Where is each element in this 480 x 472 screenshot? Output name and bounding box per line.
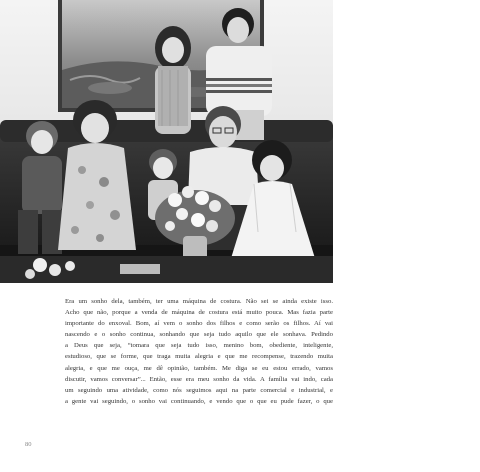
page-number: 80 bbox=[25, 441, 32, 448]
body-line-4: nascendo e o sonho continua, sonhando que seja tudo aquilo que ele sonhava. Pedindo bbox=[65, 331, 333, 339]
body-text bbox=[65, 296, 333, 407]
body-line-1: Era um sonho dela, também, ter uma máquina de costura. Não sei se ainda existe isso. bbox=[65, 298, 333, 305]
body-line-7: alegria, e que me ouça, me dê opinião, também. Me diga se eu estou errado, vamos bbox=[65, 364, 333, 372]
body-line-2: Acho que não, porque a venda de máquina de costura está muito pouca. Mas fazia parte bbox=[65, 309, 333, 317]
family-photo bbox=[0, 0, 333, 283]
family-photo-image bbox=[0, 0, 333, 283]
body-line-6: estudioso, que se forme, que traga muita alegria e que me recompense, trazendo muita bbox=[65, 353, 333, 361]
body-line-3: importante do enxoval. Bom, aí vem o sonho dos filhos e como serão os filhos. Aí vai bbox=[65, 320, 333, 328]
body-line-5: a Deus que seja, “tomara que seja tudo isso, menino bom, obediente, inteligente, bbox=[65, 342, 333, 350]
body-line-8: discutir, vamos conversar”... Então, esse era meu sonho da vida. A família vai indo, cada bbox=[65, 375, 333, 383]
body-line-10: a gente vai seguindo, o sonho vai continuando, e vendo que o que eu pude fazer, o que bbox=[65, 397, 333, 405]
body-line-9: um seguindo uma atividade, como nós seguimos aqui na parte comercial e industrial, e bbox=[65, 386, 333, 394]
